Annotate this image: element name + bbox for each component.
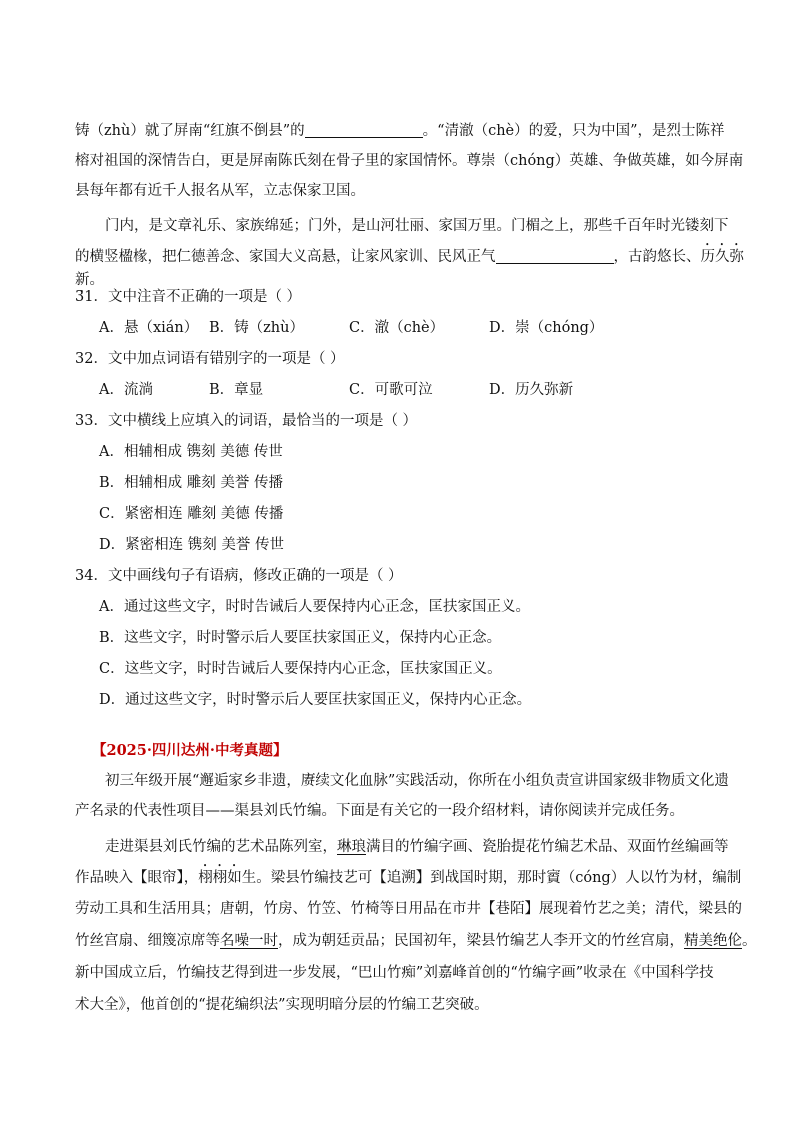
source-tag: 【2025·四川达州·中考真题】 [92, 742, 288, 759]
fill-blank-1 [305, 121, 423, 138]
question-34-option-b: B．这些文字，时时警示后人要匡扶家国正义，保持内心正念。 [99, 630, 502, 646]
question-31-options [99, 317, 719, 339]
text-span: ，古韵悠长、 [613, 249, 701, 265]
passage1-line-3: 县每年都有近千人报名从军，立志保家卫国。 [75, 183, 365, 199]
passage1-line-4: 门内，是文章礼乐、家族绵延；门外，是山河壮丽、家国万里。门楣之上，那些千百年时光镂刻下 [105, 218, 729, 234]
text-span: 满目的竹编字画、瓷胎提花竹编艺术品、双面竹丝编画等 [366, 839, 729, 855]
question-33-option-d: D．紧密相连 镌刻 美誉 传世 [99, 537, 284, 553]
passage2-line-3: 劳动工具和生活用具；唐朝，竹房、竹笠、竹椅等日用品在市井【巷陌】展现着竹艺之美；清代，梁县的 [75, 901, 742, 917]
underlined-word: 精美绝伦 [684, 933, 742, 949]
text-span: 。 [742, 933, 757, 949]
text-span: 的横竖楹椽，把仁德善念、家国大义高悬，让家风家训、民风正气 [75, 249, 496, 265]
passage2-line-1 [75, 832, 729, 862]
option-b: B．章显 [209, 382, 264, 398]
question-34-option-c: C．这些文字，时时告诫后人要保持内心正念，匡扶家国正义。 [99, 661, 502, 677]
question-34-option-a: A．通过这些文字，时时告诫后人要保持内心正念，匡扶家国正义。 [99, 599, 530, 615]
dotted-word: 新 [75, 272, 90, 288]
question-34-stem: 34．文中画线句子有语病，修改正确的一项是（ ） [75, 568, 403, 584]
question-32-options [99, 379, 719, 401]
intro-line-1: 初三年级开展“邂逅家乡非遗，赓续文化血脉”实践活动，你所在小组负责宣讲国家级非物质文化遗 [105, 773, 729, 789]
option-c: C．可歌可泣 [349, 382, 433, 398]
dotted-word: 历久弥 [700, 249, 744, 265]
passage2-line-5: 新中国成立后，竹编技艺得到进一步发展，“巴山竹痴”刘嘉峰首创的“竹编字画”收录在《中国科学技 [75, 965, 714, 981]
option-b: B．铸（zhù） [209, 320, 304, 336]
underlined-word: 名噪一时 [220, 933, 278, 949]
option-c: C．澈（chè） [349, 320, 445, 336]
fill-blank-2 [496, 247, 614, 264]
text-span: 。“清澈（chè）的爱，只为中国”，是烈士陈祥 [422, 123, 725, 139]
text-span: 作品映入【眼帘】， [75, 870, 199, 886]
passage1-line-2: 榕对祖国的深情告白，更是屏南陈氏刻在骨子里的家国情怀。尊崇（chóng）英雄、争做英雄，如今屏南 [75, 153, 744, 169]
question-33-stem: 33．文中横线上应填入的词语，最恰当的一项是（ ） [75, 413, 418, 429]
dotted-word: 栩栩如 [198, 870, 242, 886]
question-33-option-b: B．相辅相成 雕刻 美誉 传播 [99, 475, 283, 491]
option-d: D．历久弥新 [489, 382, 574, 398]
text-span: 竹丝宫扇、细篾凉席等 [75, 933, 220, 949]
text-span: 走进渠县刘氏竹编的艺术品陈列室， [105, 839, 337, 855]
text-span: 生。梁县竹编技艺可【追溯】到战国时期，那时賨（cóng）人以竹为材，编制 [241, 870, 742, 886]
intro-line-2: 产名录的代表性项目——渠县刘氏竹编。下面是有关它的一段介绍材料，请你阅读并完成任务。 [75, 803, 684, 819]
passage2-line-2 [75, 862, 742, 893]
question-33-option-a: A．相辅相成 镌刻 美德 传世 [99, 444, 283, 460]
option-a: A．流淌 [99, 382, 153, 398]
underlined-word: 琳琅 [337, 839, 366, 855]
text-span: ，成为朝廷贡品；民国初年，梁县竹编艺人李开文的竹丝宫扇， [278, 933, 684, 949]
text-span: 。 [89, 272, 104, 288]
question-31-stem: 31．文中注音不正确的一项是（ ） [75, 289, 302, 305]
question-33-option-c: C．紧密相连 雕刻 美德 传播 [99, 506, 284, 522]
question-32-stem: 32．文中加点词语有错别字的一项是（ ） [75, 351, 345, 367]
question-34-option-d: D．通过这些文字，时时警示后人要匡扶家国正义，保持内心正念。 [99, 692, 532, 708]
passage1-line-1 [75, 116, 725, 146]
option-a: A．悬（xián） [99, 320, 199, 336]
option-d: D．崇（chóng） [489, 320, 604, 336]
text-span: 铸（zhù）就了屏南“红旗不倒县”的 [75, 123, 305, 139]
passage2-line-6: 术大全》，他首创的“提花编织法”实现明暗分层的竹编工艺突破。 [75, 997, 489, 1013]
passage2-line-4 [75, 926, 757, 956]
